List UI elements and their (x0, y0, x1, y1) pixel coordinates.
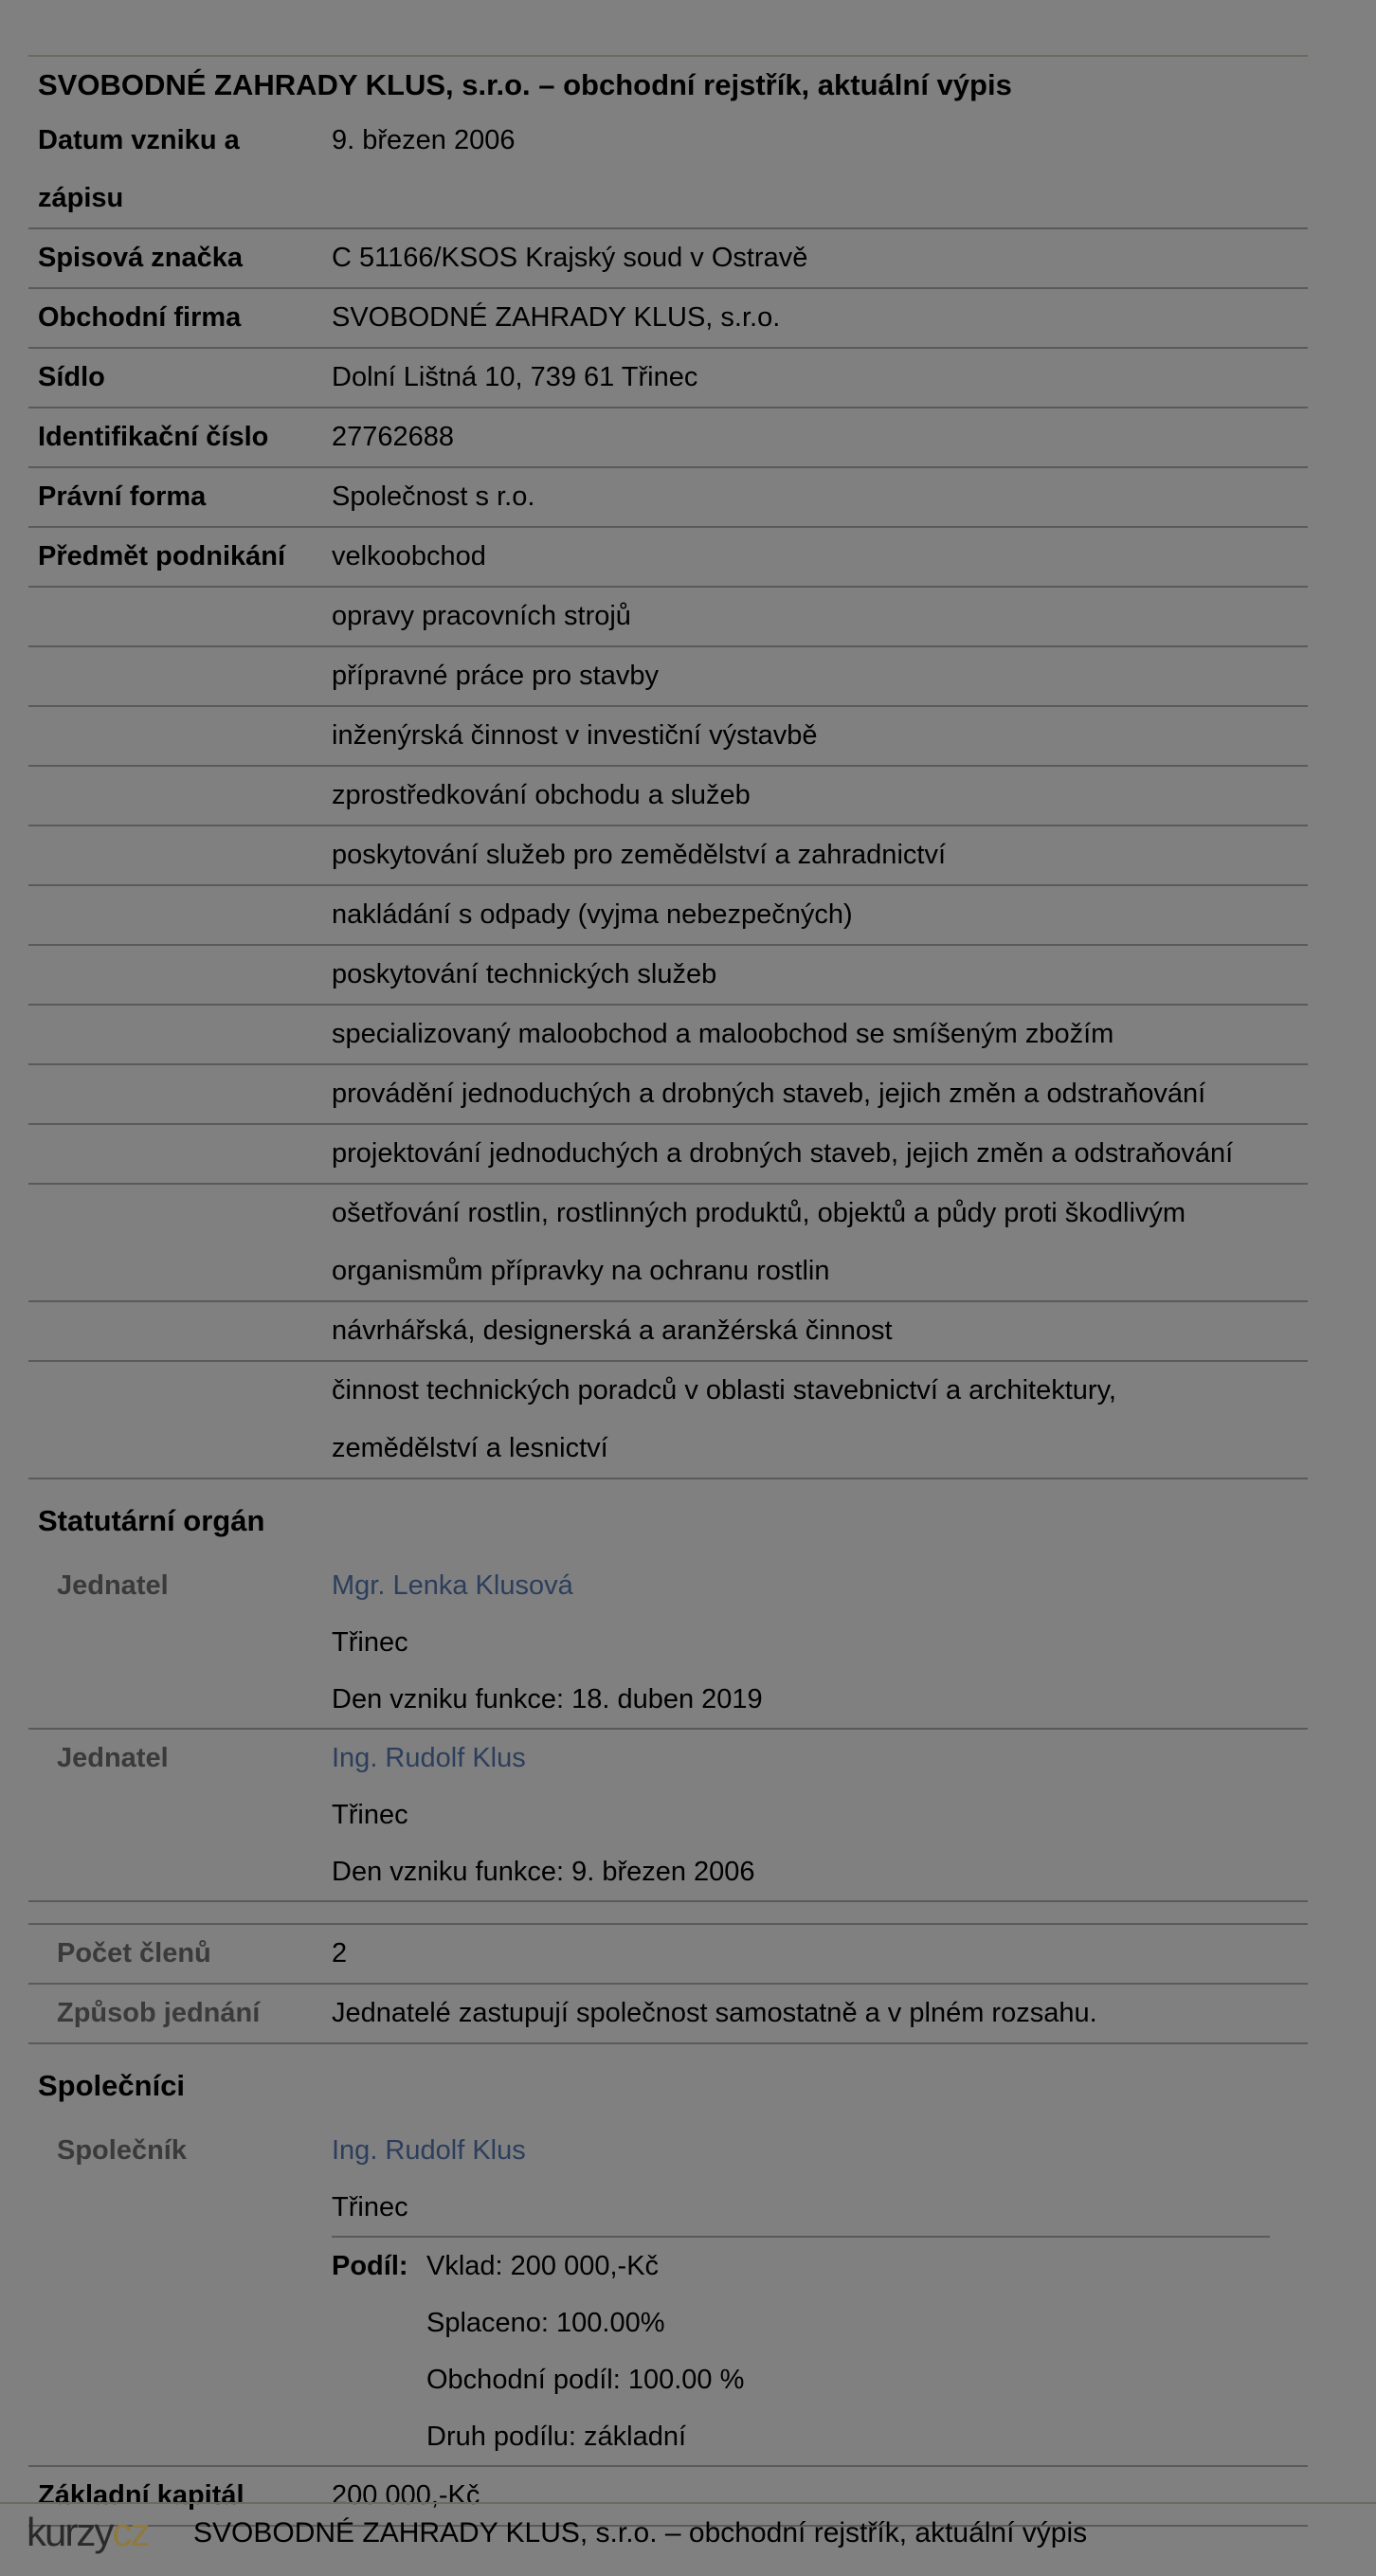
footer-title: SVOBODNÉ ZAHRADY KLUS, s.r.o. – obchodní rejstřík, aktuální výpis (193, 2517, 1088, 2549)
list-item: inženýrská činnost v investiční výstavbě (332, 720, 818, 751)
row-spisova (28, 229, 1308, 289)
section-heading-statutarni: Statutární orgán (38, 1504, 265, 1537)
row-label-empty (28, 826, 332, 884)
row-predmet (28, 946, 1308, 1006)
row-label: Spisová značka (38, 243, 243, 273)
logo-part: kurzy (27, 2510, 113, 2554)
row-label: Sídlo (38, 362, 105, 392)
register-table (28, 112, 1308, 2527)
list-item: velkoobchod (332, 541, 486, 571)
row-value: 2 (332, 1938, 348, 1968)
row-label-empty (28, 588, 332, 645)
row-label-empty (28, 1362, 332, 1478)
top-divider (28, 55, 1308, 57)
share-table (332, 2236, 1270, 2465)
person-link[interactable]: Ing. Rudolf Klus (332, 2135, 526, 2166)
share-splaceno: Splaceno: 100.00% (426, 2308, 665, 2338)
row-value: 27762688 (332, 422, 455, 452)
list-item: specializovaný maloobchod a maloobchod se smíšeným zbožím (332, 1019, 1114, 1049)
row-label: Způsob jednání (57, 1998, 261, 2028)
row-value: Dolní Lištná 10, 739 61 Třinec (332, 362, 698, 392)
row-forma (28, 468, 1308, 528)
list-item: poskytování technických služeb (332, 959, 717, 989)
row-label-empty (28, 767, 332, 825)
list-item: návrhářská, designerská a aranžérská činnost (332, 1315, 893, 1346)
function-since: Den vzniku funkce: 9. březen 2006 (332, 1857, 755, 1887)
row-predmet (28, 528, 1308, 588)
list-item: provádění jednoduchých a drobných staveb, jejich změn a odstraňování (332, 1079, 1206, 1109)
spolecnik-details (332, 2122, 1308, 2465)
row-datum (28, 112, 1308, 229)
jednatel-role: Jednatel (57, 1743, 169, 1773)
person-link[interactable]: Ing. Rudolf Klus (332, 1743, 526, 1773)
row-predmet (28, 707, 1308, 767)
share-values (426, 2238, 744, 2465)
share-vklad: Vklad: 200 000,-Kč (426, 2251, 660, 2281)
row-predmet (28, 1065, 1308, 1125)
row-predmet (28, 1302, 1308, 1362)
list-item: přípravné práce pro stavby (332, 661, 659, 691)
row-zpusob-jednani (28, 1985, 1308, 2044)
row-label-empty (28, 886, 332, 944)
list-item: činnost technických poradců v oblasti stavebnictví a architektury, zemědělství a lesnictví (332, 1375, 1116, 1463)
row-predmet (28, 1125, 1308, 1185)
person-town: Třinec (332, 2192, 408, 2222)
footer (0, 2502, 1376, 2561)
row-label-empty (28, 1125, 332, 1183)
kurzy-logo[interactable] (27, 2512, 148, 2553)
list-item: opravy pracovních strojů (332, 601, 631, 631)
list-item: nakládání s odpady (vyjma nebezpečných) (332, 899, 853, 930)
section-heading-spolecnici: Společníci (38, 2069, 186, 2102)
spacer (28, 1902, 1308, 1923)
row-label-empty (28, 1006, 332, 1063)
row-value: 9. březen 2006 (332, 125, 516, 155)
jednatel-details (332, 1730, 1308, 1900)
spolecnik-block (28, 2122, 1308, 2467)
jednatel-role: Jednatel (57, 1570, 169, 1601)
person-link[interactable]: Mgr. Lenka Klusová (332, 1570, 573, 1601)
share-row (332, 2238, 1270, 2465)
list-item: zprostředkování obchodu a služeb (332, 780, 751, 810)
person-town: Třinec (332, 1800, 408, 1830)
list-item: poskytování služeb pro zemědělství a zahradnictví (332, 840, 946, 870)
row-predmet (28, 1185, 1308, 1302)
row-label-empty (28, 1065, 332, 1123)
list-item: ošetřování rostlin, rostlinných produktů, objektů a půdy proti škodlivým organismům přípravky na ochranu rostlin (332, 1198, 1186, 1286)
list-item: projektování jednoduchých a drobných staveb, jejich změn a odstraňování (332, 1138, 1234, 1169)
row-value: Jednatelé zastupují společnost samostatně a v plném rozsahu. (332, 1998, 1097, 2028)
row-label-empty (28, 707, 332, 765)
person-town: Třinec (332, 1627, 408, 1658)
row-label: Právní forma (38, 481, 207, 512)
row-value: C 51166/KSOS Krajský soud v Ostravě (332, 243, 808, 273)
row-predmet (28, 826, 1308, 886)
row-label: Identifikační číslo (38, 422, 269, 452)
row-value: 200 000,-Kč (332, 2480, 480, 2511)
row-label-empty (28, 1185, 332, 1300)
logo-part: cz (112, 2510, 149, 2554)
share-obchodni-podil: Obchodní podíl: 100.00 % (426, 2365, 745, 2395)
row-label: Základní kapitál (38, 2480, 244, 2511)
row-value: SVOBODNÉ ZAHRADY KLUS, s.r.o. (332, 302, 781, 333)
row-sidlo (28, 349, 1308, 408)
row-label: Obchodní firma (38, 302, 242, 333)
row-pocet-clenu (28, 1923, 1308, 1985)
jednatel-block (28, 1730, 1308, 1902)
row-ico (28, 408, 1308, 468)
row-predmet (28, 767, 1308, 826)
share-label: Podíl: (332, 2251, 408, 2281)
spolecnik-role: Společník (57, 2135, 187, 2166)
row-predmet (28, 1006, 1308, 1065)
row-firma (28, 289, 1308, 349)
row-predmet (28, 1362, 1308, 1479)
jednatel-block (28, 1557, 1308, 1730)
row-label: Datum vzniku a zápisu (38, 125, 240, 213)
share-druh: Druh podílu: základní (426, 2422, 687, 2452)
jednatel-details (332, 1557, 1308, 1728)
row-predmet (28, 886, 1308, 946)
row-label-empty (28, 647, 332, 705)
row-predmet (28, 588, 1308, 647)
row-label: Předmět podnikání (38, 541, 286, 571)
row-predmet (28, 647, 1308, 707)
row-label: Počet členů (57, 1938, 211, 1968)
row-value: Společnost s r.o. (332, 481, 535, 512)
row-label-empty (28, 946, 332, 1004)
function-since: Den vzniku funkce: 18. duben 2019 (332, 1684, 763, 1714)
page-title: SVOBODNÉ ZAHRADY KLUS, s.r.o. – obchodní rejstřík, aktuální výpis (38, 68, 1012, 101)
row-label-empty (28, 1302, 332, 1360)
